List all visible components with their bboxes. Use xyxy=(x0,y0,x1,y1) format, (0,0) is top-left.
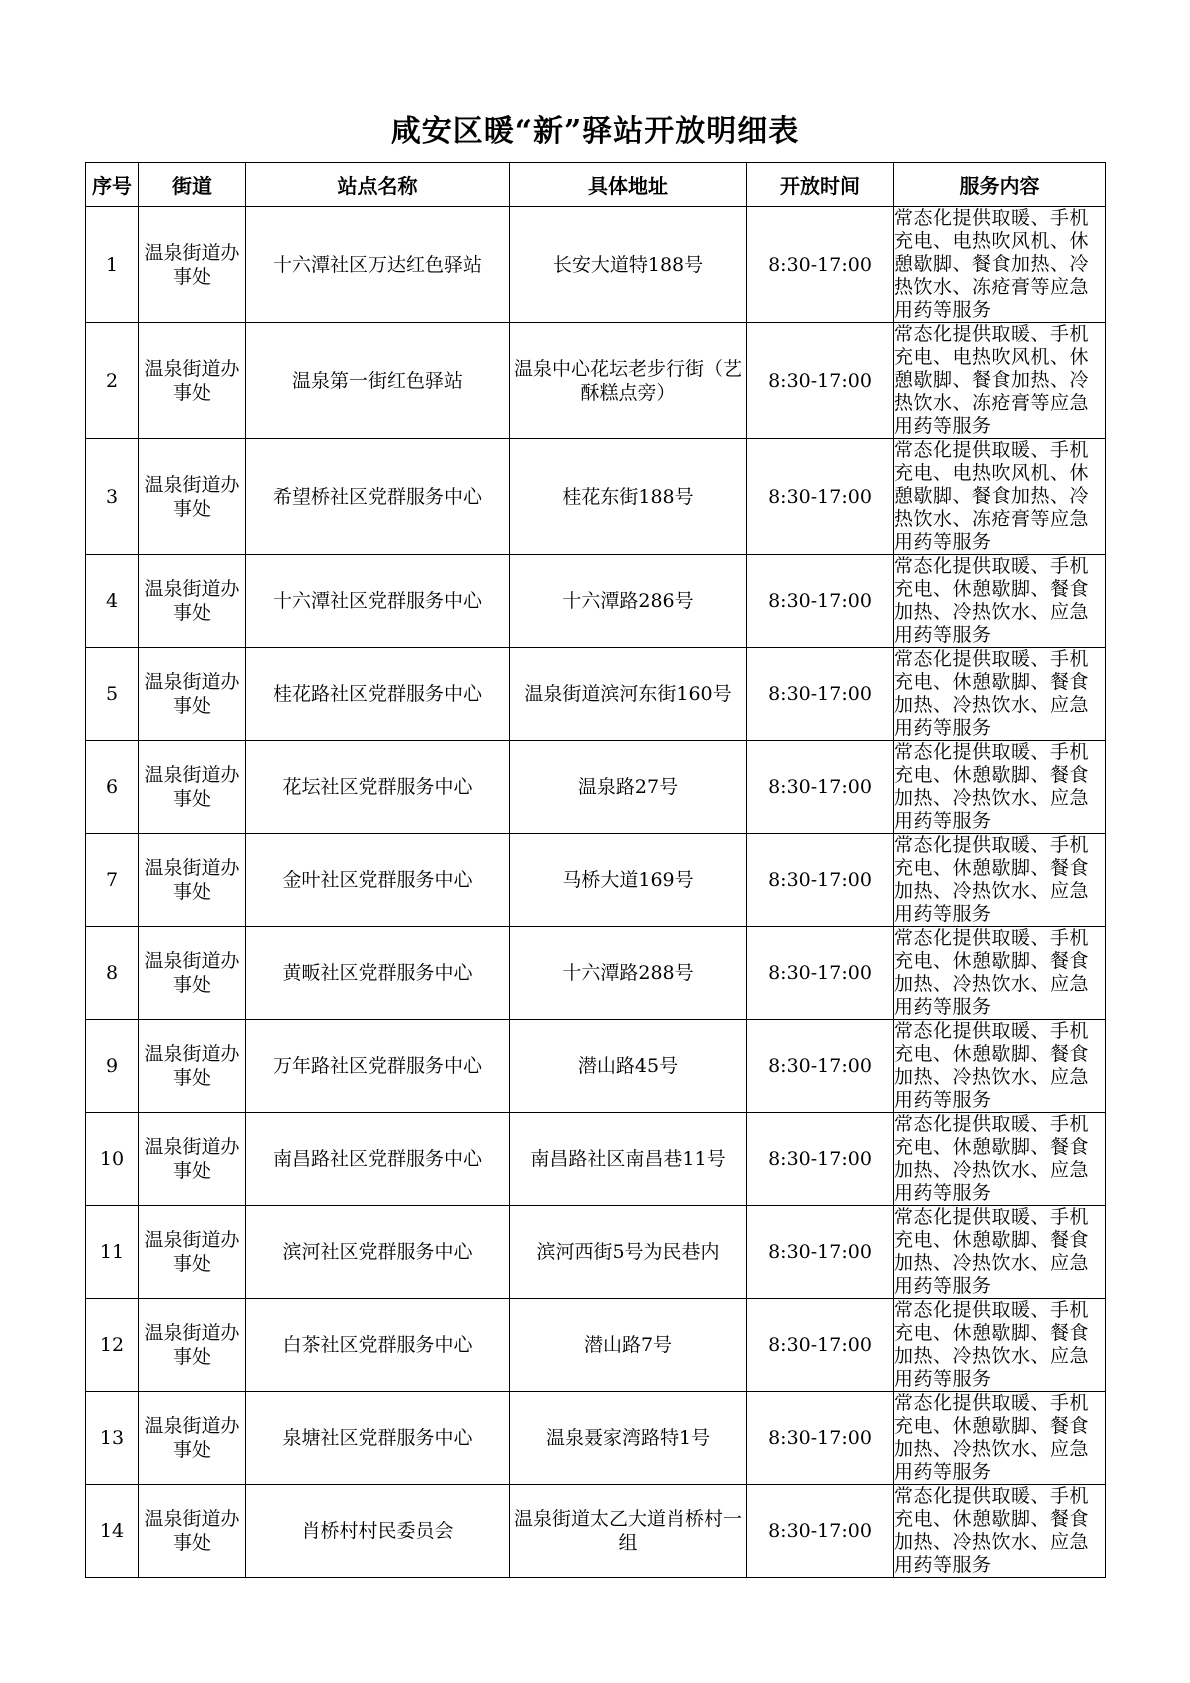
cell-street: 温泉街道办事处 xyxy=(139,1020,246,1113)
cell-station-name: 肖桥村村民委员会 xyxy=(246,1485,510,1578)
cell-hours: 8:30-17:00 xyxy=(747,927,894,1020)
cell-index: 14 xyxy=(86,1485,139,1578)
table-row xyxy=(86,555,1106,648)
cell-service: 常态化提供取暖、手机充电、电热吹风机、休憩歇脚、餐食加热、冷热饮水、冻疮膏等应急用药等服务 xyxy=(894,439,1106,555)
cell-hours: 8:30-17:00 xyxy=(747,1299,894,1392)
column-header-street: 街道 xyxy=(139,163,246,207)
cell-service: 常态化提供取暖、手机充电、休憩歇脚、餐食加热、冷热饮水、应急用药等服务 xyxy=(894,1392,1106,1485)
cell-index: 8 xyxy=(86,927,139,1020)
cell-street: 温泉街道办事处 xyxy=(139,741,246,834)
cell-address: 滨河西街5号为民巷内 xyxy=(510,1206,747,1299)
cell-index: 5 xyxy=(86,648,139,741)
cell-street: 温泉街道办事处 xyxy=(139,1392,246,1485)
cell-street: 温泉街道办事处 xyxy=(139,1485,246,1578)
cell-index: 11 xyxy=(86,1206,139,1299)
cell-index: 6 xyxy=(86,741,139,834)
cell-address: 桂花东街188号 xyxy=(510,439,747,555)
cell-service: 常态化提供取暖、手机充电、休憩歇脚、餐食加热、冷热饮水、应急用药等服务 xyxy=(894,1020,1106,1113)
cell-index: 1 xyxy=(86,207,139,323)
cell-station-name: 花坛社区党群服务中心 xyxy=(246,741,510,834)
table-row xyxy=(86,1392,1106,1485)
cell-hours: 8:30-17:00 xyxy=(747,1392,894,1485)
cell-station-name: 十六潭社区党群服务中心 xyxy=(246,555,510,648)
cell-address: 温泉中心花坛老步行街（艺酥糕点旁） xyxy=(510,323,747,439)
cell-hours: 8:30-17:00 xyxy=(747,1113,894,1206)
cell-station-name: 希望桥社区党群服务中心 xyxy=(246,439,510,555)
cell-hours: 8:30-17:00 xyxy=(747,648,894,741)
column-header-index: 序号 xyxy=(86,163,139,207)
cell-station-name: 万年路社区党群服务中心 xyxy=(246,1020,510,1113)
cell-service: 常态化提供取暖、手机充电、电热吹风机、休憩歇脚、餐食加热、冷热饮水、冻疮膏等应急用药等服务 xyxy=(894,207,1106,323)
cell-service: 常态化提供取暖、手机充电、休憩歇脚、餐食加热、冷热饮水、应急用药等服务 xyxy=(894,1113,1106,1206)
cell-street: 温泉街道办事处 xyxy=(139,323,246,439)
cell-index: 3 xyxy=(86,439,139,555)
table-row xyxy=(86,439,1106,555)
cell-index: 12 xyxy=(86,1299,139,1392)
cell-station-name: 桂花路社区党群服务中心 xyxy=(246,648,510,741)
cell-address: 十六潭路286号 xyxy=(510,555,747,648)
cell-hours: 8:30-17:00 xyxy=(747,555,894,648)
cell-address: 温泉街道太乙大道肖桥村一组 xyxy=(510,1485,747,1578)
table-row xyxy=(86,927,1106,1020)
cell-hours: 8:30-17:00 xyxy=(747,834,894,927)
table-row xyxy=(86,1113,1106,1206)
table-row xyxy=(86,1206,1106,1299)
cell-station-name: 白茶社区党群服务中心 xyxy=(246,1299,510,1392)
table-row xyxy=(86,1485,1106,1578)
column-header-station-name: 站点名称 xyxy=(246,163,510,207)
cell-street: 温泉街道办事处 xyxy=(139,648,246,741)
cell-hours: 8:30-17:00 xyxy=(747,1020,894,1113)
cell-address: 温泉街道滨河东街160号 xyxy=(510,648,747,741)
table-row xyxy=(86,834,1106,927)
cell-station-name: 十六潭社区万达红色驿站 xyxy=(246,207,510,323)
cell-address: 南昌路社区南昌巷11号 xyxy=(510,1113,747,1206)
cell-service: 常态化提供取暖、手机充电、休憩歇脚、餐食加热、冷热饮水、应急用药等服务 xyxy=(894,927,1106,1020)
cell-index: 4 xyxy=(86,555,139,648)
cell-station-name: 黄畈社区党群服务中心 xyxy=(246,927,510,1020)
table-row xyxy=(86,1020,1106,1113)
table-row xyxy=(86,1299,1106,1392)
cell-index: 10 xyxy=(86,1113,139,1206)
table-row xyxy=(86,323,1106,439)
stations-table xyxy=(85,162,1106,1578)
cell-street: 温泉街道办事处 xyxy=(139,555,246,648)
cell-hours: 8:30-17:00 xyxy=(747,1485,894,1578)
column-header-service: 服务内容 xyxy=(894,163,1106,207)
cell-station-name: 滨河社区党群服务中心 xyxy=(246,1206,510,1299)
cell-service: 常态化提供取暖、手机充电、休憩歇脚、餐食加热、冷热饮水、应急用药等服务 xyxy=(894,741,1106,834)
table-row xyxy=(86,207,1106,323)
cell-address: 潜山路45号 xyxy=(510,1020,747,1113)
cell-address: 长安大道特188号 xyxy=(510,207,747,323)
cell-index: 2 xyxy=(86,323,139,439)
cell-hours: 8:30-17:00 xyxy=(747,741,894,834)
cell-index: 13 xyxy=(86,1392,139,1485)
cell-street: 温泉街道办事处 xyxy=(139,1299,246,1392)
cell-street: 温泉街道办事处 xyxy=(139,207,246,323)
cell-station-name: 温泉第一街红色驿站 xyxy=(246,323,510,439)
cell-address: 潜山路7号 xyxy=(510,1299,747,1392)
cell-service: 常态化提供取暖、手机充电、休憩歇脚、餐食加热、冷热饮水、应急用药等服务 xyxy=(894,1299,1106,1392)
cell-station-name: 泉塘社区党群服务中心 xyxy=(246,1392,510,1485)
cell-hours: 8:30-17:00 xyxy=(747,323,894,439)
cell-address: 温泉路27号 xyxy=(510,741,747,834)
cell-station-name: 金叶社区党群服务中心 xyxy=(246,834,510,927)
cell-hours: 8:30-17:00 xyxy=(747,439,894,555)
cell-street: 温泉街道办事处 xyxy=(139,1113,246,1206)
cell-address: 温泉聂家湾路特1号 xyxy=(510,1392,747,1485)
cell-service: 常态化提供取暖、手机充电、休憩歇脚、餐食加热、冷热饮水、应急用药等服务 xyxy=(894,834,1106,927)
page-title: 咸安区暖“新”驿站开放明细表 xyxy=(390,114,800,149)
cell-street: 温泉街道办事处 xyxy=(139,439,246,555)
cell-index: 7 xyxy=(86,834,139,927)
cell-hours: 8:30-17:00 xyxy=(747,207,894,323)
cell-service: 常态化提供取暖、手机充电、休憩歇脚、餐食加热、冷热饮水、应急用药等服务 xyxy=(894,1206,1106,1299)
cell-address: 马桥大道169号 xyxy=(510,834,747,927)
cell-station-name: 南昌路社区党群服务中心 xyxy=(246,1113,510,1206)
cell-street: 温泉街道办事处 xyxy=(139,1206,246,1299)
column-header-hours: 开放时间 xyxy=(747,163,894,207)
cell-street: 温泉街道办事处 xyxy=(139,927,246,1020)
cell-service: 常态化提供取暖、手机充电、休憩歇脚、餐食加热、冷热饮水、应急用药等服务 xyxy=(894,1485,1106,1578)
table-row xyxy=(86,648,1106,741)
cell-hours: 8:30-17:00 xyxy=(747,1206,894,1299)
cell-street: 温泉街道办事处 xyxy=(139,834,246,927)
table-header-row xyxy=(86,163,1106,207)
cell-address: 十六潭路288号 xyxy=(510,927,747,1020)
cell-index: 9 xyxy=(86,1020,139,1113)
cell-service: 常态化提供取暖、手机充电、休憩歇脚、餐食加热、冷热饮水、应急用药等服务 xyxy=(894,555,1106,648)
column-header-address: 具体地址 xyxy=(510,163,747,207)
cell-service: 常态化提供取暖、手机充电、休憩歇脚、餐食加热、冷热饮水、应急用药等服务 xyxy=(894,648,1106,741)
cell-service: 常态化提供取暖、手机充电、电热吹风机、休憩歇脚、餐食加热、冷热饮水、冻疮膏等应急用药等服务 xyxy=(894,323,1106,439)
table-row xyxy=(86,741,1106,834)
